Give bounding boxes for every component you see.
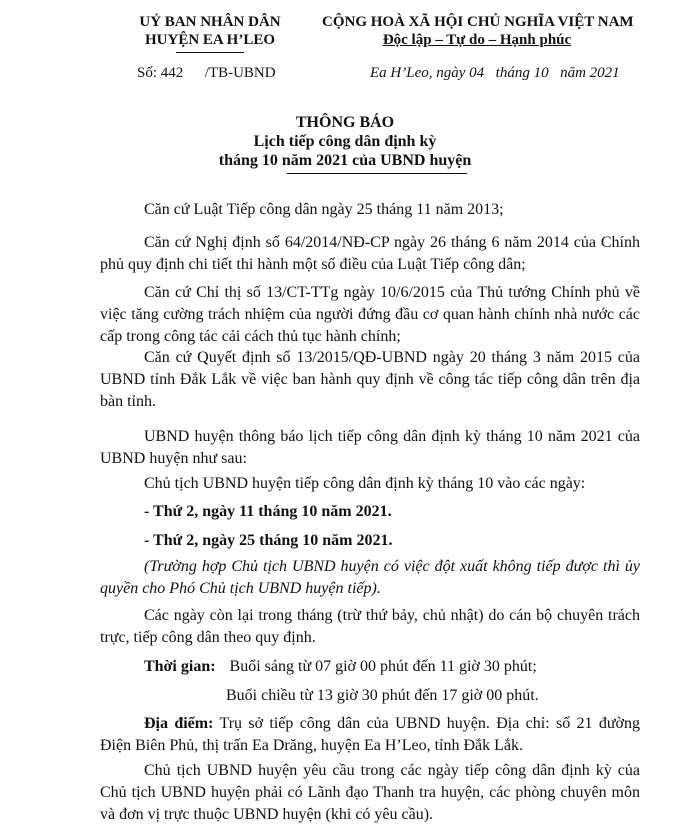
doc-code: /TB-UBND [204,65,276,81]
date-day: 04 [469,65,485,81]
para-legal-basis-1: Căn cứ Luật Tiếp công dân ngày 25 tháng 11 năm 2013; [144,201,504,218]
doc-number: 442 [160,65,184,81]
agency-underline [176,52,244,53]
doc-title: THÔNG BÁO [295,114,395,131]
agency-name-line1: UỶ BAN NHÂN DÂN [139,14,281,30]
para-location [100,713,640,757]
location-label: Địa điểm: [144,715,214,732]
date-month-label: tháng [495,65,530,81]
time-row-morning [144,656,537,678]
time-morning: Buổi sáng từ 07 giờ 00 phút đến 11 giờ 30 phút; [229,658,537,675]
title-underline [287,173,467,174]
location-text: Trụ sở tiếp công dân của UBND huyện. Địa chỉ: số 21 đường Điện Biên Phủ, thị trấn Ea Drăng, huyện Ea H’Leo, tỉnh Đắk Lắk. [100,715,640,754]
place-date [370,65,620,82]
doc-number-label: Số: [137,65,158,81]
para-legal-basis-2: Căn cứ Nghị định số 64/2014/NĐ-CP ngày 26 tháng 6 năm 2014 của Chính phủ quy định chi tiết thi hành một số điều của Luật Tiếp công dân; [100,234,640,273]
para-other-days: Các ngày còn lại trong tháng (trừ thứ bảy, chủ nhật) do cán bộ chuyên trách trực, tiếp công dân theo quy định. [100,607,640,646]
place-date-prefix: Ea H’Leo, ngày [370,65,466,81]
date-year: 2021 [589,65,620,81]
date-year-label: năm [560,65,586,81]
para-legal-basis-4: Căn cứ Quyết định số 13/2015/QĐ-UBND ngày 20 tháng 3 năm 2015 của UBND tỉnh Đắk Lắk về việc ban hành quy định về công tác tiếp công dân trên địa bàn tỉnh. [100,349,640,410]
time-label: Thời gian: [144,658,216,675]
nation-motto: Độc lập – Tự do – Hạnh phúc [382,32,572,48]
schedule-date-1: - Thứ 2, ngày 11 tháng 10 năm 2021. [144,503,392,520]
para-legal-basis-3: Căn cứ Chỉ thị số 13/CT-TTg ngày 10/6/2015 của Thủ tướng Chính phủ về việc tăng cường trách nhiệm của người đứng đầu cơ quan hành chính nhà nước các cấp trong công tác cải cách thủ tục hành chính; [100,284,640,345]
date-month: 10 [533,65,549,81]
time-afternoon: Buổi chiều từ 13 giờ 30 phút đến 17 giờ 00 phút. [226,687,539,704]
para-delegation-note: (Trường hợp Chủ tịch UBND huyện có việc đột xuất không tiếp được thì ủy quyền cho Phó Chủ tịch UBND huyện tiếp). [100,558,640,597]
doc-subtitle-line2: tháng 10 năm 2021 của UBND huyện [218,152,472,169]
schedule-date-2: - Thứ 2, ngày 25 tháng 10 năm 2021. [144,532,393,549]
doc-number-row [137,65,276,82]
para-announcement: UBND huyện thông báo lịch tiếp công dân định kỳ tháng 10 năm 2021 của UBND huyện như sau: [100,428,640,467]
agency-name-line2: HUYỆN EA H’LEO [144,32,276,48]
para-request: Chủ tịch UBND huyện yêu cầu trong các ngày tiếp công dân định kỳ của Chủ tịch UBND huyện phải có Lãnh đạo Thanh tra huyện, các phòng chuyên môn và đơn vị trực thuộc UBND huyện (khi có yêu cầu). [100,762,640,823]
doc-subtitle-line1: Lịch tiếp công dân định kỳ [253,133,437,150]
nation-name: CỘNG HOÀ XÃ HỘI CHỦ NGHĨA VIỆT NAM [322,14,634,30]
para-schedule-intro: Chủ tịch UBND huyện tiếp công dân định kỳ tháng 10 vào các ngày: [144,475,586,492]
